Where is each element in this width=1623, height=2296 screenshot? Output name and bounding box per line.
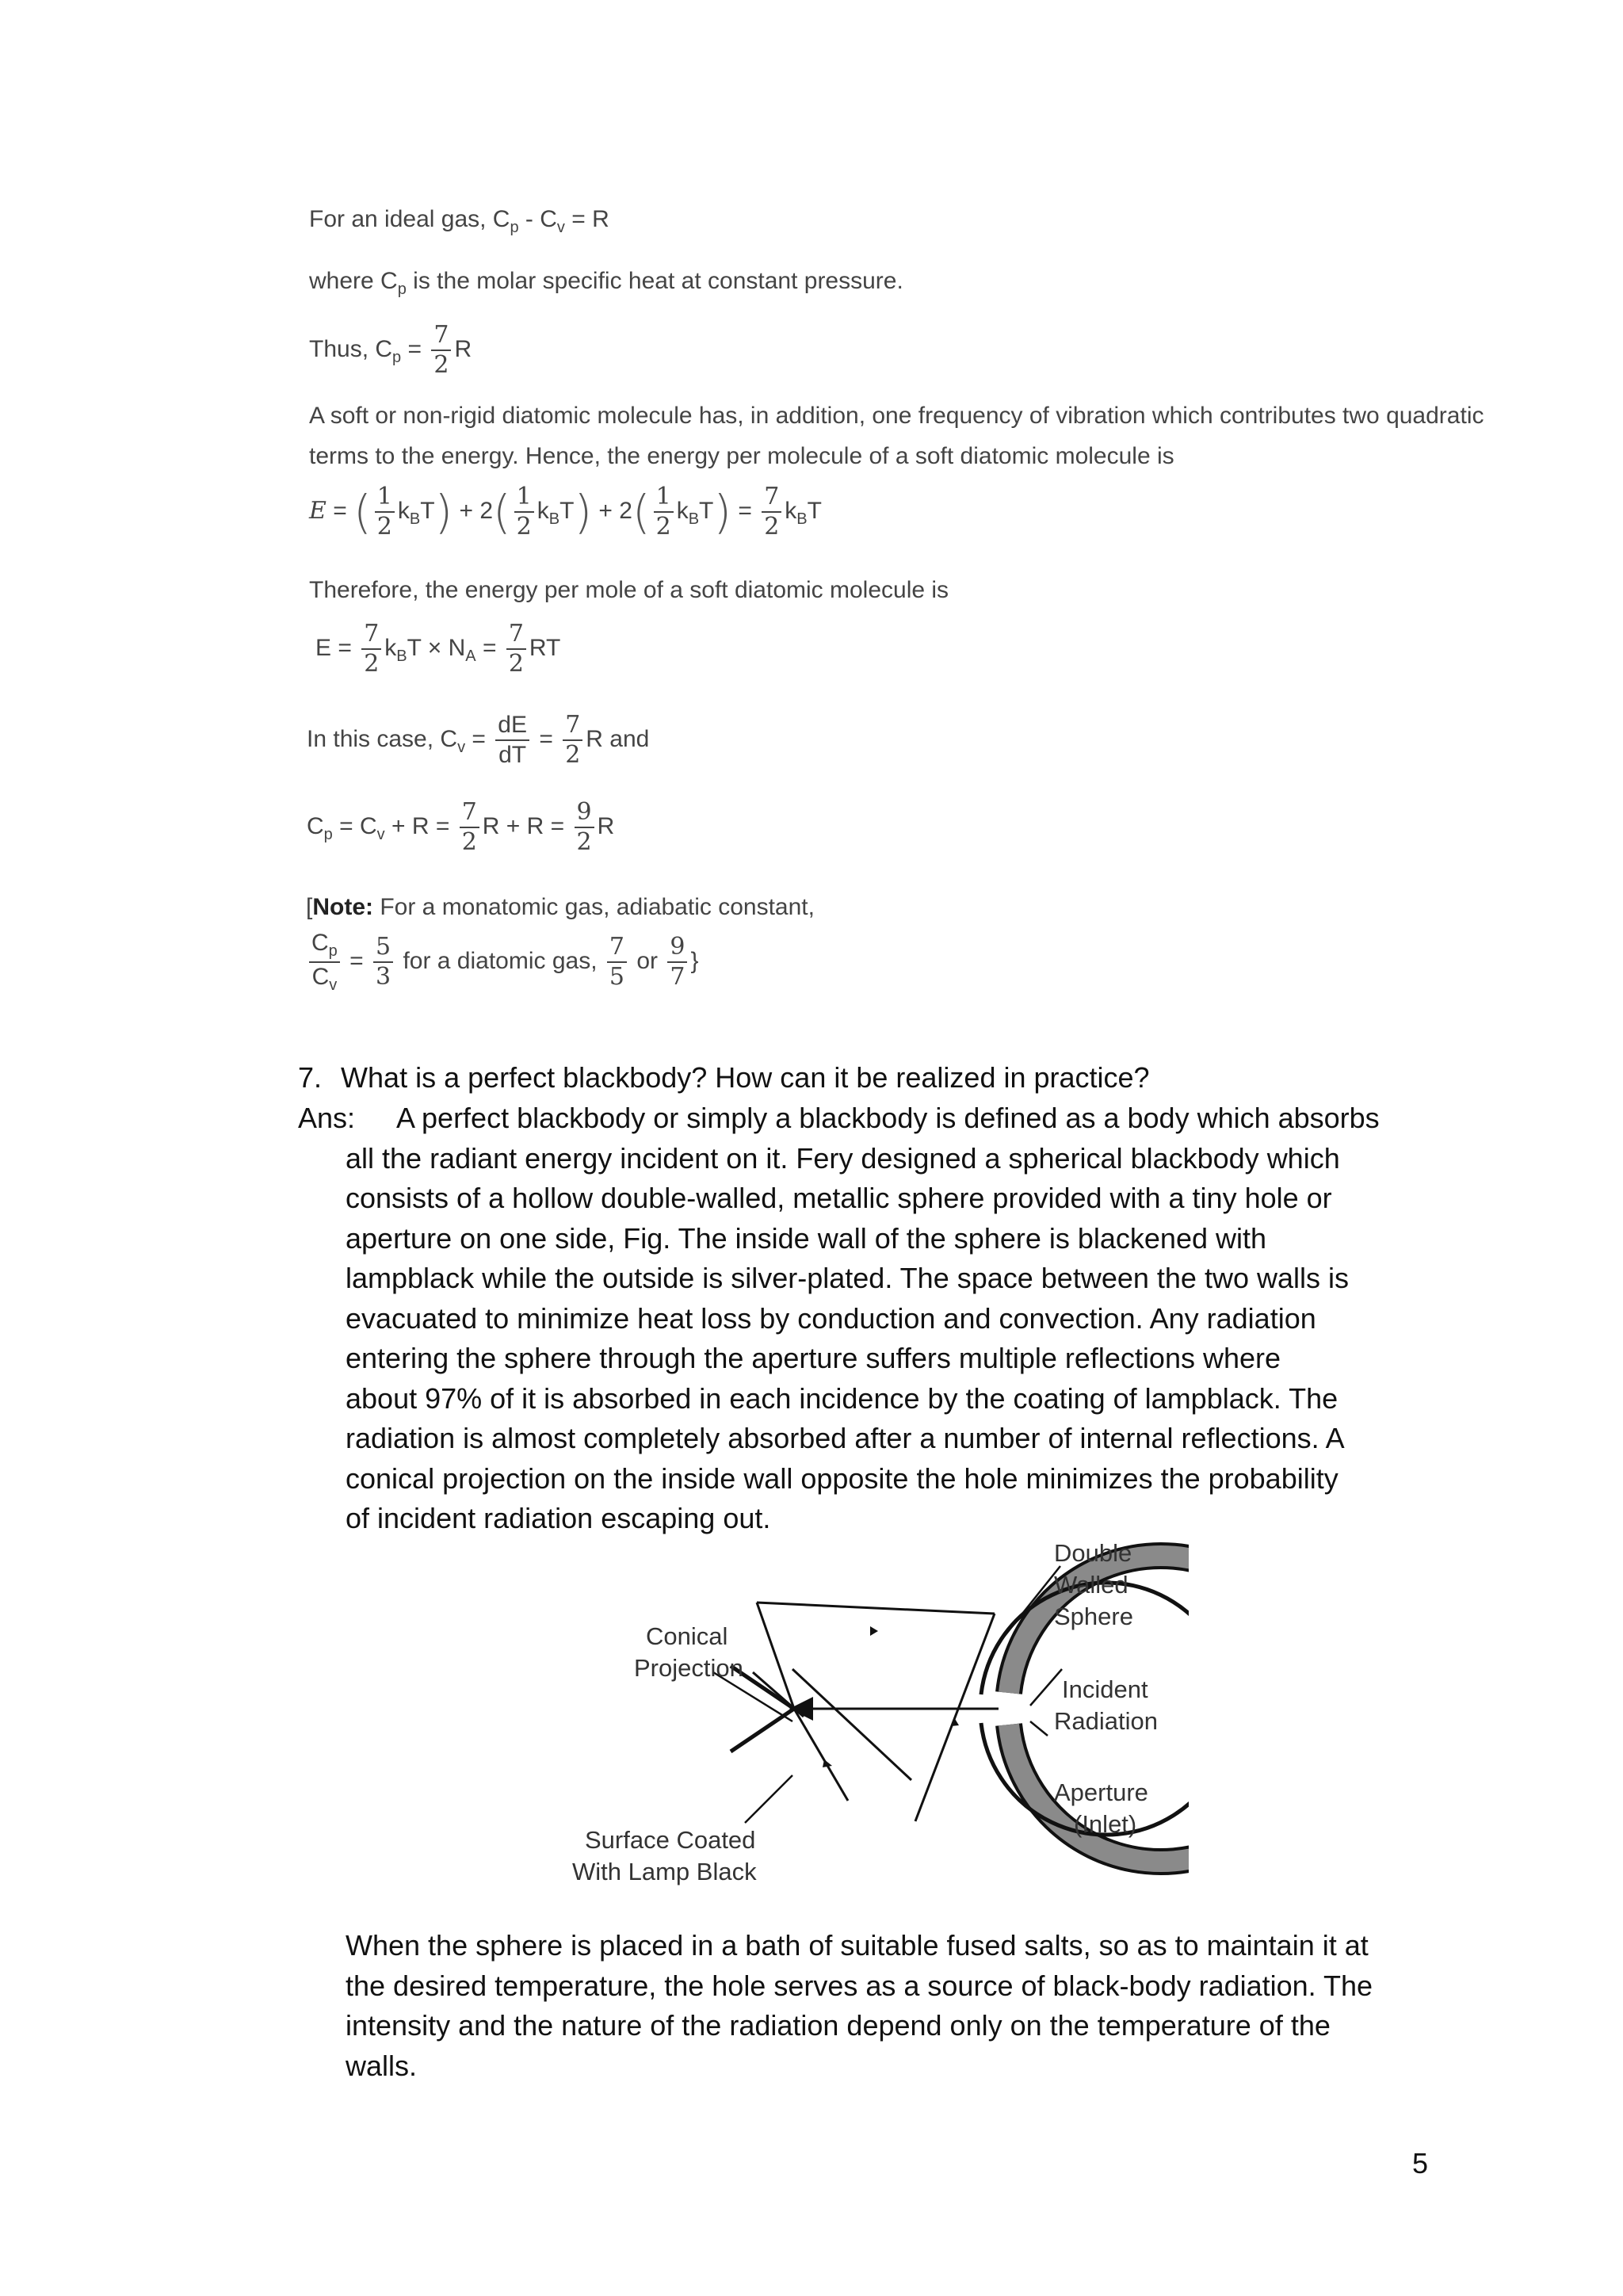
thus-cp-equation: Thus, $C_p$ = $\frac{7}{2}$ R <box>309 321 472 379</box>
answer-line: consists of a hollow double-walled, metallic sphere provided with a tiny hole or <box>346 1182 1332 1214</box>
label-double-walled: Double Walled Sphere <box>1054 1539 1133 1630</box>
closing-line: walls. <box>346 2049 418 2082</box>
question-text: What is a perfect blackbody? How can it be realized in practice? <box>341 1061 1150 1094</box>
answer-line: entering the sphere through the aperture suffers multiple reflections where <box>346 1342 1281 1374</box>
fraction: $\frac{7}{2}$ <box>431 323 451 377</box>
energy-per-mole-equation: E = $\frac{7}{2}$ $k_BT \times N_A$ = $\frac{7}{2}$ RT <box>315 620 561 678</box>
soft-diatomic-line-1: A soft or non-rigid diatomic molecule has, in addition, one frequency of vibration which contributes two quadratic <box>309 403 1484 429</box>
closing-line: intensity and the nature of the radiation depend only on the temperature of the <box>346 2009 1331 2042</box>
answer-line: A perfect blackbody or simply a blackbody is defined as a body which absorbs <box>396 1102 1380 1134</box>
adiabatic-constant-equation: $\frac{C_p}{C_v}$ = $\frac{5}{3}$ for a diatomic gas, $\frac{7}{5}$ or $\frac{9}{7}$ } <box>306 931 699 993</box>
label-conical-projection: Conical Projection <box>634 1622 743 1682</box>
answer-line: about 97% of it is absorbed in each incidence by the coating of lampblack. The <box>346 1381 1338 1415</box>
answer-line: radiation is almost completely absorbed after a number of internal reflections. A <box>346 1422 1345 1454</box>
closing-line: the desired temperature, the hole serves as a source of black-body radiation. The <box>346 1969 1373 2002</box>
energy-per-molecule-equation: E = ( $\frac{1}{2}$ $k_BT) + 2$( $\frac{1}{2}$ $k_BT) + 2$( $\frac{1}{2}$ $k_BT$) = $\frac{7}{2}$ $k_BT$ <box>309 483 822 541</box>
note-line: [Note: For a monatomic gas, adiabatic constant, <box>306 894 815 920</box>
page-number: 5 <box>1412 2147 1429 2179</box>
answer-label: Ans: <box>298 1102 356 1134</box>
blackbody-figure <box>555 1538 1189 1918</box>
question-7 <box>298 1058 1150 1098</box>
answer-line: all the radiant energy incident on it. Fery designed a spherical blackbody which <box>346 1141 1340 1175</box>
therefore-line: Therefore, the energy per mole of a soft diatomic molecule is <box>309 577 949 603</box>
cp-definition: where $C_p$ is the molar specific heat at constant pressure. <box>309 268 903 298</box>
ideal-gas-relation: For an ideal gas, $C_p - C_v = R$ <box>309 206 609 236</box>
answer-line: evacuated to minimize heat loss by conduction and convection. Any radiation <box>346 1301 1316 1335</box>
question-number: 7. <box>298 1061 323 1094</box>
answer-line: aperture on one side, Fig. The inside wall of the sphere is blackened with <box>346 1221 1267 1255</box>
label-incident-radiation: Incident Radiation <box>1054 1675 1158 1735</box>
cp-sum-equation: $C_p = C_v + R$ = $\frac{7}{2}$ R + R = $\frac{9}{2}$ R <box>307 798 615 856</box>
answer-line: conical projection on the inside wall opposite the hole minimizes the probability <box>346 1461 1338 1495</box>
cv-equation: In this case, $C_v$ = $\frac{dE}{dT}$ = $\frac{7}{2}$ R and <box>307 711 650 769</box>
closing-line: When the sphere is placed in a bath of suitable fused salts, so as to maintain it at <box>346 1929 1369 1962</box>
label-aperture: Aperture (Inlet) <box>1054 1778 1148 1838</box>
soft-diatomic-line-2: terms to the energy. Hence, the energy per molecule of a soft diatomic molecule is <box>309 443 1174 469</box>
answer-line: lampblack while the outside is silver-plated. The space between the two walls is <box>346 1262 1349 1294</box>
answer-line: of incident radiation escaping out. <box>346 1502 771 1534</box>
label-surface-coated: Surface Coated With Lamp Black <box>572 1826 757 1885</box>
answer-paragraph <box>346 1098 1380 1539</box>
closing-paragraph <box>346 1926 1373 2086</box>
